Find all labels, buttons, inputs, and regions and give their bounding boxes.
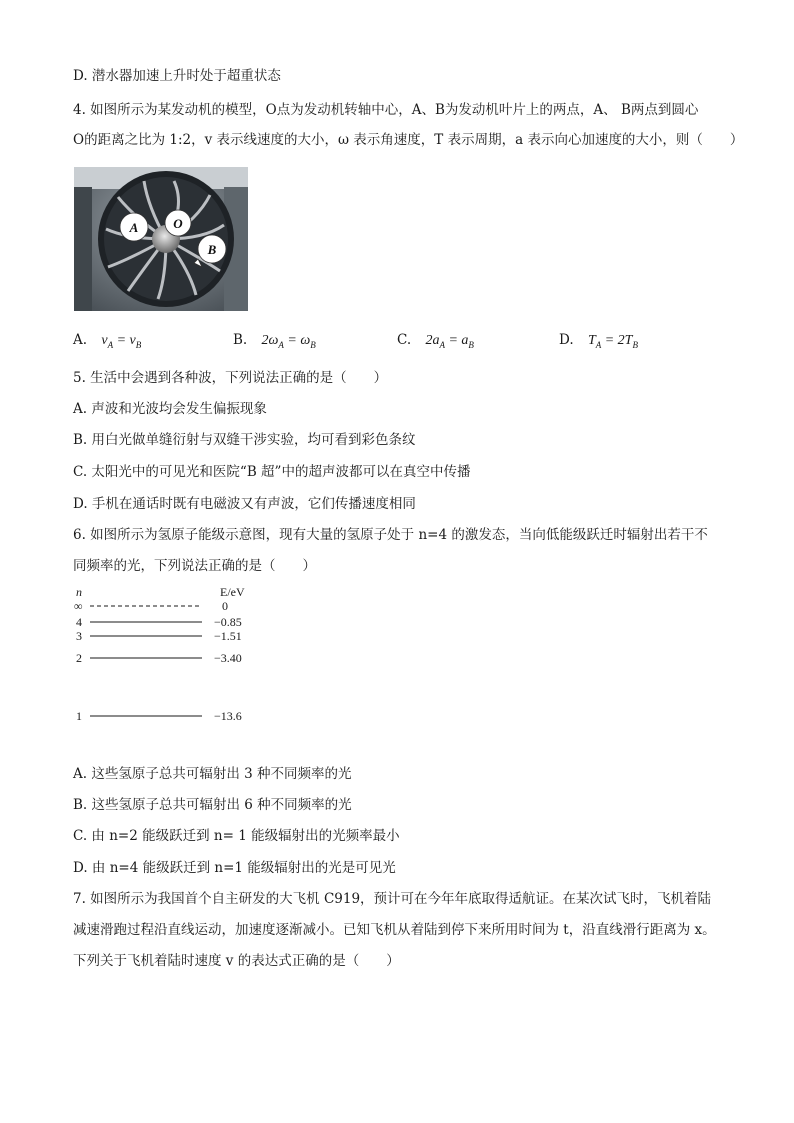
option-formula: $2\omega_A = \omega_B$ [261, 333, 316, 350]
q4-option-a[interactable] [73, 332, 141, 350]
q7-stem-line1: 7. 如图所示为我国首个自主研发的大飞机 C919，预计可在今年年底取得适航证。在某次试飞时，飞机着陆 [73, 891, 712, 907]
q3-option-d: D. 潜水器加速上升时处于超重状态 [73, 68, 281, 84]
label-b: B [207, 242, 217, 257]
option-formula: $2a_A = a_B$ [425, 333, 474, 350]
option-letter: D. [559, 332, 574, 348]
q4-options [73, 332, 733, 352]
level-n-4: 4 [76, 615, 82, 629]
level-e-inf: 0 [222, 599, 228, 613]
q6-option-b[interactable]: B. 这些氢原子总共可辐射出 6 种不同频率的光 [73, 797, 352, 813]
q4-stem-line1: 4. 如图所示为某发动机的模型，O点为发动机转轴中心，A、B为发动机叶片上的两点，A、 B两点到圆心 [73, 102, 699, 118]
q6-option-a[interactable]: A. 这些氢原子总共可辐射出 3 种不同频率的光 [73, 766, 352, 782]
energy-level-diagram [70, 584, 270, 734]
q6-stem-line1: 6. 如图所示为氢原子能级示意图，现有大量的氢原子处于 n=4 的激发态，当向低能级跃迁时辐射出若干不 [73, 527, 708, 543]
level-n-2: 2 [76, 651, 82, 665]
level-n-3: 3 [76, 629, 82, 643]
q6-option-d[interactable]: D. 由 n=4 能级跃迁到 n=1 能级辐射出的光是可见光 [73, 860, 396, 876]
option-letter: B. [233, 332, 248, 348]
level-e-2: −3.40 [214, 651, 242, 665]
point-a-callout [120, 213, 148, 241]
level-n-1: 1 [76, 709, 82, 723]
q5-stem: 5. 生活中会遇到各种波，下列说法正确的是（ ） [73, 370, 388, 386]
q7-stem-line3: 下列关于飞机着陆时速度 v 的表达式正确的是（ ） [73, 953, 400, 969]
option-letter: C. [397, 332, 412, 348]
q5-option-a[interactable]: A. 声波和光波均会发生偏振现象 [73, 401, 267, 417]
q6-option-c[interactable]: C. 由 n=2 能级跃迁到 n= 1 能级辐射出的光频率最小 [73, 828, 400, 844]
level-e-4: −0.85 [214, 615, 242, 629]
option-letter: A. [73, 332, 88, 348]
q6-stem-line2: 同频率的光，下列说法正确的是（ ） [73, 558, 316, 574]
level-n-inf: ∞ [74, 599, 83, 613]
n-axis-header: n [76, 585, 82, 599]
option-formula: $T_A = 2T_B$ [587, 333, 638, 350]
q4-option-d[interactable] [559, 332, 638, 350]
energy-axis-header: E/eV [220, 585, 245, 599]
point-o-callout [165, 210, 191, 236]
level-e-3: −1.51 [214, 629, 242, 643]
q5-option-b[interactable]: B. 用白光做单缝衍射与双缝干涉实验，均可看到彩色条纹 [73, 432, 416, 448]
q4-option-c[interactable] [397, 332, 474, 350]
label-a: A [129, 220, 139, 235]
label-o: O [173, 216, 183, 231]
option-formula: $v_A = v_B$ [101, 333, 142, 350]
q5-option-c[interactable]: C. 太阳光中的可见光和医院“B 超”中的超声波都可以在真空中传播 [73, 464, 471, 480]
level-e-1: −13.6 [214, 709, 242, 723]
q4-stem-line2: O的距离之比为 1:2，v 表示线速度的大小，ω 表示角速度，T 表示周期，a 表示向心加速度的大小，则（ ） [73, 132, 744, 148]
q7-stem-line2: 减速滑跑过程沿直线运动，加速度逐渐减小。已知飞机从着陆到停下来所用时间为 t，沿直线滑行距离为 x。 [73, 922, 716, 938]
q5-option-d[interactable]: D. 手机在通话时既有电磁波又有声波，它们传播速度相同 [73, 496, 416, 512]
engine-photo [74, 167, 248, 311]
q4-option-b[interactable] [233, 332, 316, 350]
